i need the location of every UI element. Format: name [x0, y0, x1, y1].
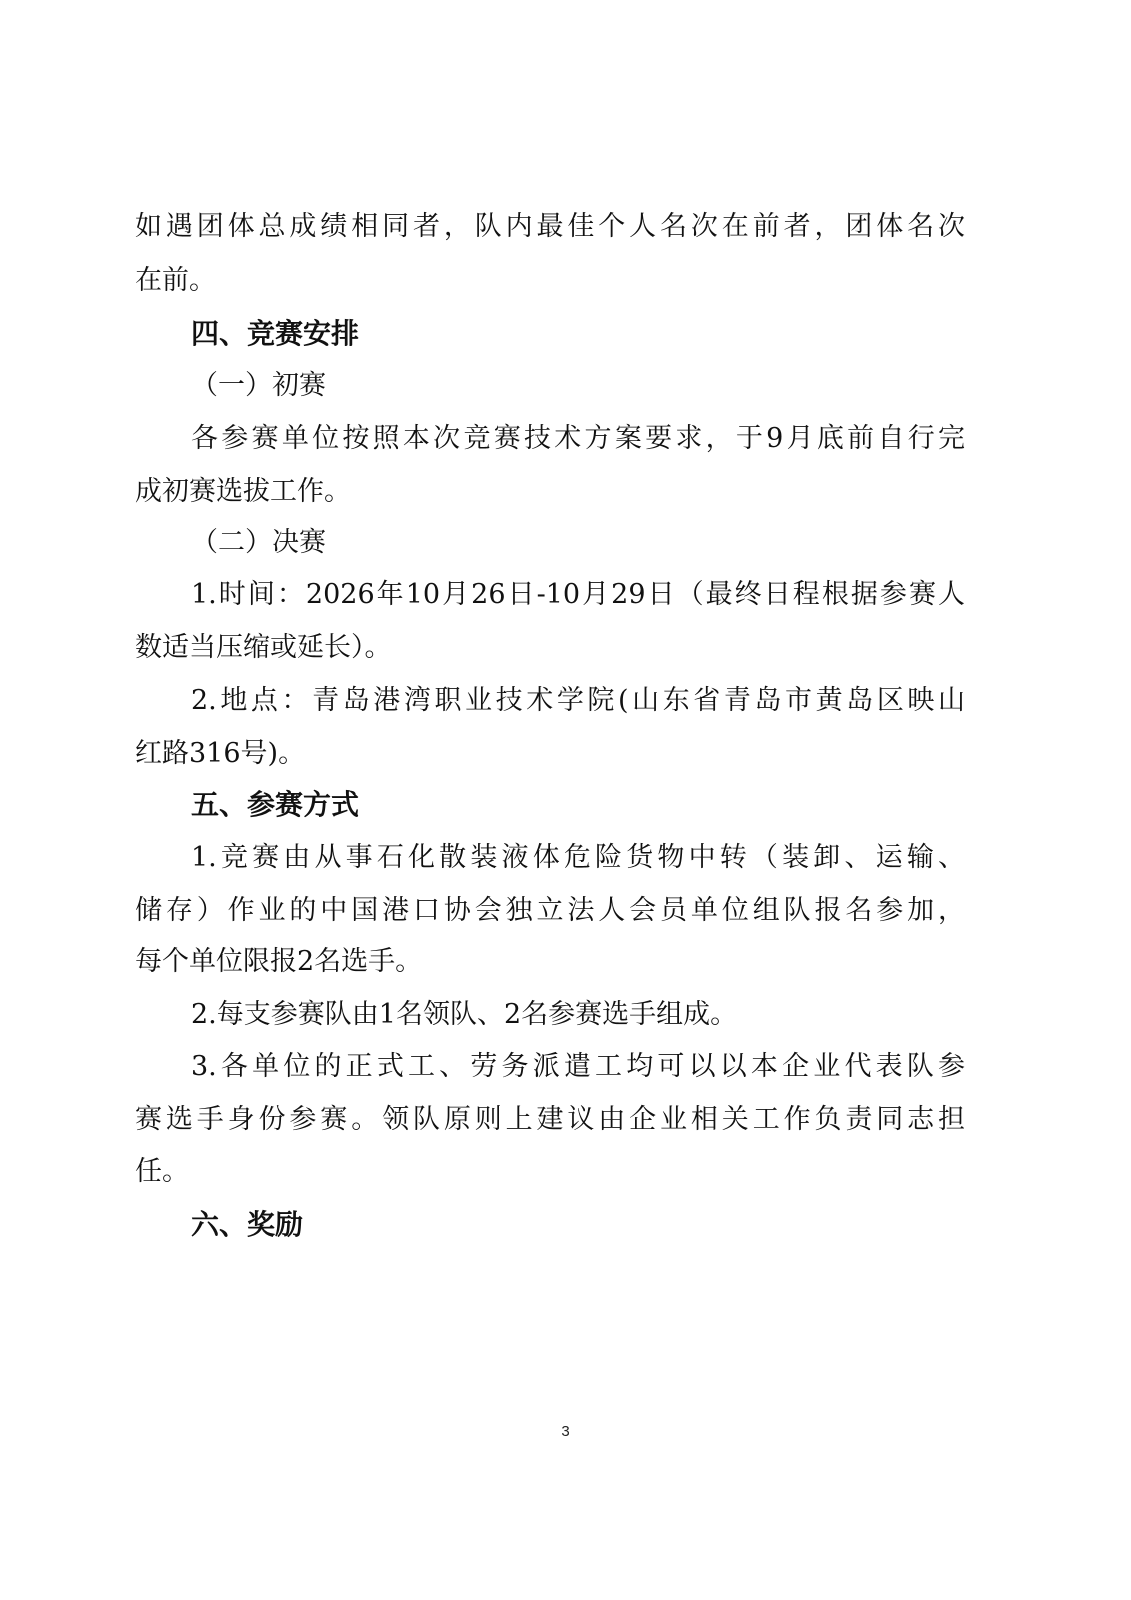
- section-heading-competition-schedule: 四、竞赛安排: [191, 317, 360, 350]
- paragraph-participation-1-line-1: 1.竞赛由从事石化散装液体危险货物中转（装卸、运输、: [191, 842, 965, 873]
- paragraph-participation-1-line-3: 每个单位限报2名选手。: [135, 946, 423, 977]
- paragraph-participation-2: 2.每支参赛队由1名领队、2名参赛选手组成。: [191, 999, 738, 1030]
- paragraph-participation-1-line-2: 储存）作业的中国港口协会独立法人会员单位组队报名参加，: [135, 895, 965, 926]
- paragraph-final-time-line-2: 数适当压缩或延长）。: [135, 632, 392, 663]
- paragraph-final-venue-line-1: 2.地点：青岛港湾职业技术学院(山东省青岛市黄岛区映山: [191, 685, 965, 716]
- section-heading-awards: 六、奖励: [191, 1208, 304, 1241]
- paragraph-participation-3-line-3: 任。: [135, 1156, 189, 1187]
- paragraph-participation-3-line-1: 3.各单位的正式工、劳务派遣工均可以以本企业代表队参: [191, 1051, 965, 1082]
- paragraph-participation-3-line-2: 赛选手身份参赛。领队原则上建议由企业相关工作负责同志担: [135, 1104, 965, 1135]
- paragraph-final-venue-line-2: 红路316号)。: [135, 738, 306, 769]
- page-number: 3: [561, 1423, 570, 1440]
- subheading-preliminary: （一）初赛: [191, 370, 326, 401]
- subheading-final: （二）决赛: [191, 527, 326, 558]
- paragraph-preliminary-line-2: 成初赛选拔工作。: [135, 476, 351, 507]
- paragraph-preliminary-line-1: 各参赛单位按照本次竞赛技术方案要求，于9月底前自行完: [191, 423, 965, 454]
- section-heading-participation: 五、参赛方式: [191, 788, 360, 821]
- paragraph-tie-rule-line-1: 如遇团体总成绩相同者，队内最佳个人名次在前者，团体名次: [135, 211, 965, 242]
- paragraph-tie-rule-line-2: 在前。: [135, 265, 216, 296]
- paragraph-final-time-line-1: 1.时间：2026年10月26日-10月29日（最终日程根据参赛人: [191, 579, 965, 610]
